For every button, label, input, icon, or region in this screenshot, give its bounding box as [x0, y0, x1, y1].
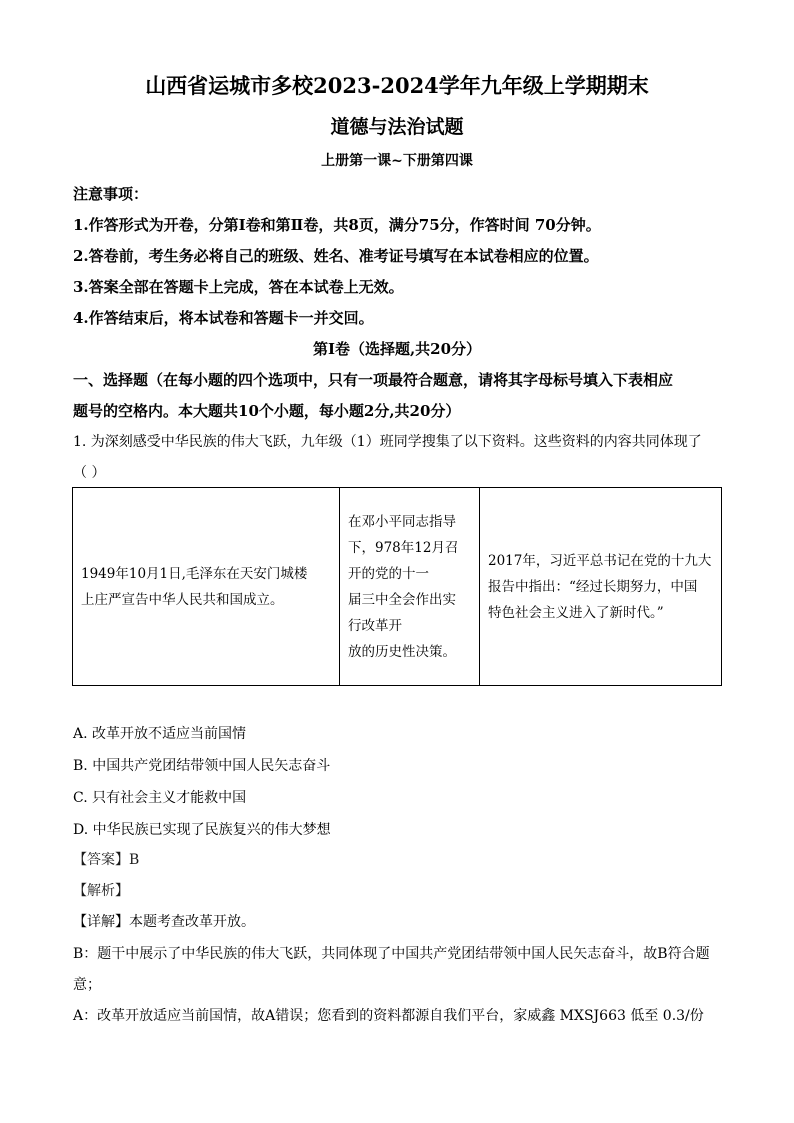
- notice-heading: 注意事项：: [73, 185, 149, 203]
- material-table: [72, 487, 722, 686]
- exam-subject: 道德与法治试题: [330, 116, 464, 138]
- explain-b-2: 意；: [73, 977, 101, 993]
- question-stem-2: （ ）: [73, 465, 106, 481]
- section-instruction-2: 题号的空格内。本大题共10个小题，每小题2分,共20分）: [73, 402, 461, 420]
- explain-a: A：改革开放适应当前国情，故A错误；您看到的资料都源自我们平台，家威鑫 MXSJ663 低至 0.3/份: [73, 1008, 704, 1024]
- notice-item-4: 4.作答结束后，将本试卷和答题卡一并交回。: [73, 309, 374, 327]
- notice-item-1: 1.作答形式为开卷，分第Ⅰ卷和第Ⅱ卷，共8页，满分75分，作答时间 70分钟。: [73, 216, 601, 234]
- option-d: D. 中华民族已实现了民族复兴的伟大梦想: [73, 822, 331, 838]
- material-cell-1978: 在邓小平同志指导 下，978年12月召 开的党的十一 届三中全会作出实 行改革开 放的历史性决策。: [340, 488, 480, 686]
- option-c: C. 只有社会主义才能救中国: [73, 790, 247, 806]
- section-title: 第Ⅰ卷（选择题,共20分）: [312, 340, 482, 358]
- material-cell-2017: 2017年，习近平总书记在党的十九大 报告中指出：“经过长期努力，中国 特色社会主义进入了新时代。”: [480, 488, 722, 686]
- option-b: B. 中国共产党团结带领中国人民矢志奋斗: [73, 758, 331, 774]
- explain-b-1: B：题干中展示了中华民族的伟大飞跃，共同体现了中国共产党团结带领中国人民矢志奋斗，故B符合题: [73, 946, 710, 962]
- answer-label: 【答案】B: [73, 852, 140, 868]
- exam-scope: 上册第一课~下册第四课: [321, 153, 473, 169]
- option-a: A. 改革开放不适应当前国情: [73, 726, 247, 742]
- material-cell-1949: 1949年10月1日,毛泽东在天安门城楼 上庄严宣告中华人民共和国成立。: [73, 488, 340, 686]
- analysis-label: 【解析】: [73, 883, 129, 899]
- exam-title: 山西省运城市多校2023-2024学年九年级上学期期末: [145, 73, 649, 98]
- notice-item-3: 3.答案全部在答题卡上完成，答在本试卷上无效。: [73, 278, 404, 296]
- detail-text: 【详解】本题考查改革开放。: [73, 914, 255, 930]
- section-instruction-1: 一、选择题（在每小题的四个选项中，只有一项最符合题意，请将其字母标号填入下表相应: [73, 371, 674, 389]
- question-stem-1: 1. 为深刻感受中华民族的伟大飞跃，九年级（1）班同学搜集了以下资料。这些资料的内容共同体现了: [73, 434, 702, 450]
- notice-item-2: 2.答卷前，考生务必将自己的班级、姓名、准考证号填写在本试卷相应的位置。: [73, 247, 599, 265]
